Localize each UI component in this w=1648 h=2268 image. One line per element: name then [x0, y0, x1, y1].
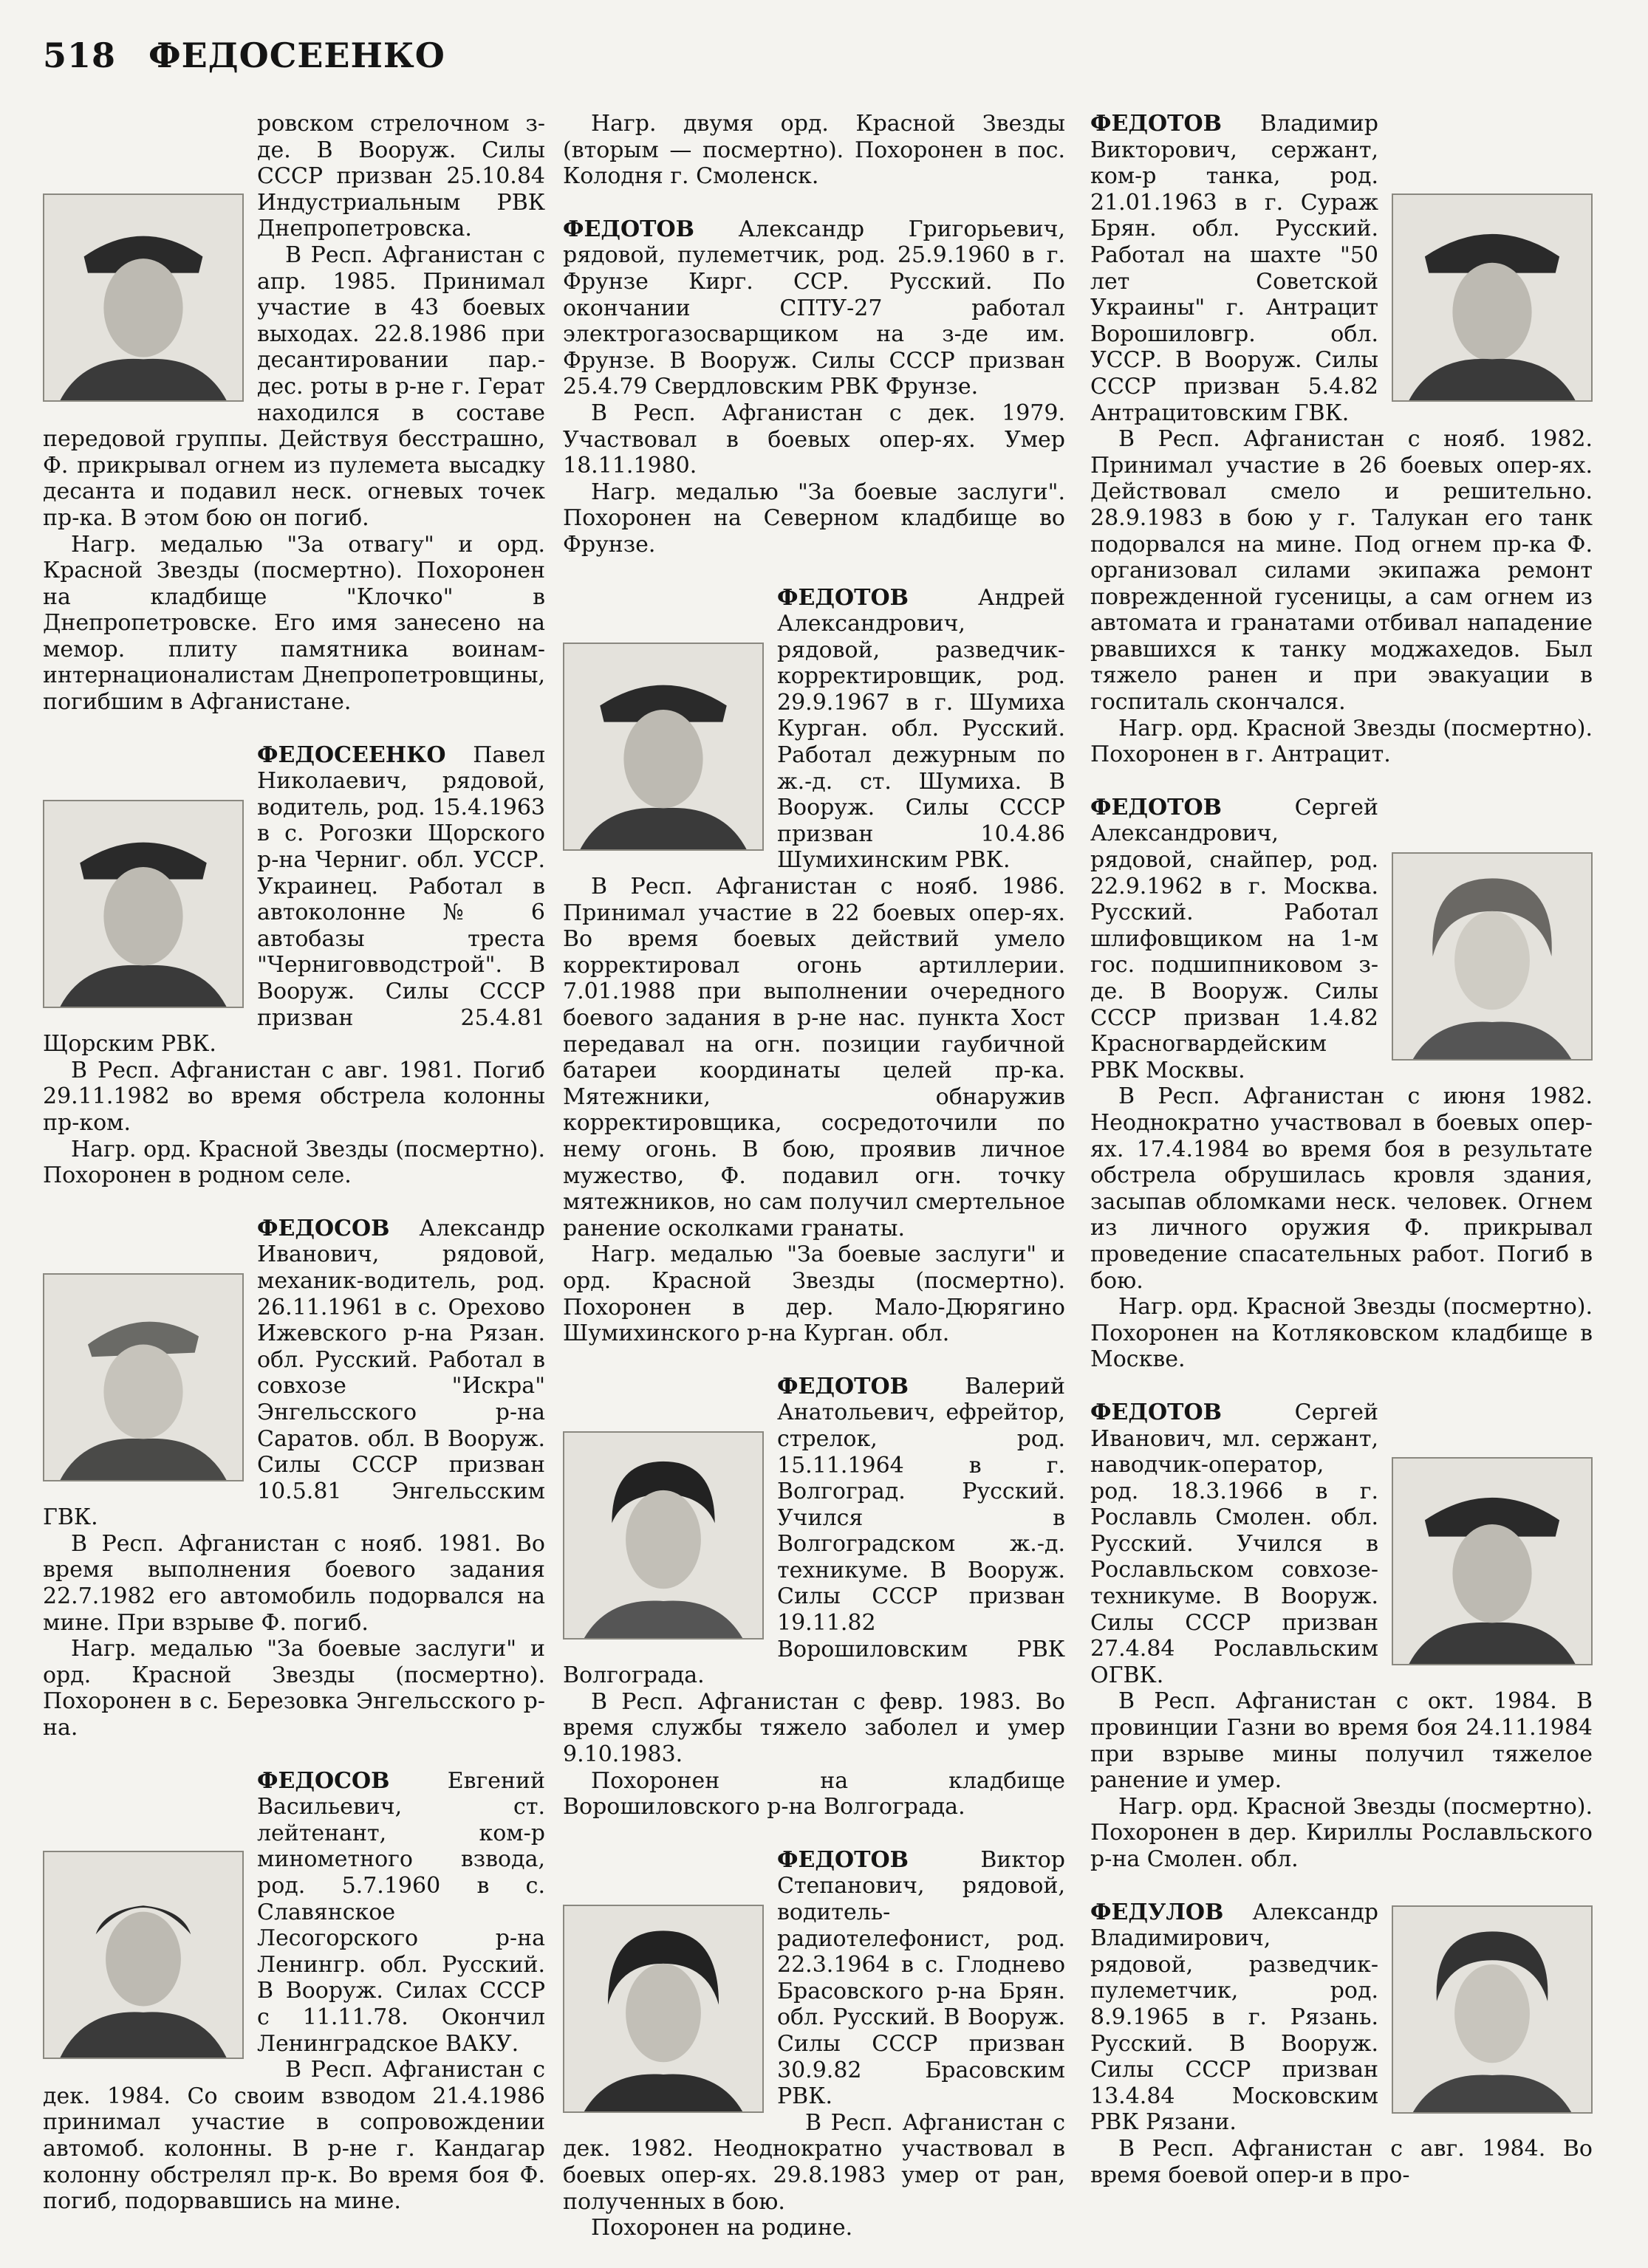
column-3 — [1090, 111, 1593, 2215]
entry-surname: ФЕДОСОВ — [257, 1215, 390, 1241]
entry-surname: ФЕДУЛОВ — [1090, 1899, 1224, 1925]
paragraph: В Респ. Афганистан с июня 1982. Неоднократно участвовал в боевых опер-ях. 17.4.1984 во время боя в результате обстрела обрушилась кровля здания, засыпав обломками неск. человек. Огнем из личного оружия Ф. прикрывал проведение спасательных работ. Погиб в бою. — [1090, 1083, 1593, 1294]
entry-text: Евгений Васильевич, ст. лейтенант, ком-р минометного взвода, род. 5.7.1960 в с. Славянское Лесогорского р-на Ленингр. обл. Русский. В Вооруж. Силах СССР с 11.11.78. Окончил Ленинградское ВАКУ. — [257, 1767, 545, 2057]
paragraph — [563, 216, 1065, 400]
entry-continuation — [43, 111, 545, 716]
paragraph: Нагр. орд. Красной Звезды (посмертно). Похоронен на Котляковском кладбище в Москве. — [1090, 1294, 1593, 1373]
entry-text: Павел Николаевич, рядовой, водитель, род. 15.4.1963 в с. Рогозки Щорского р-на Черниг. обл. УССР. Украинец. Работал в автоколонне № 6 автобазы треста "Черниговводстрой". В Вооруж. Силы СССР призван 25.4.81 Щорским РВК. — [43, 741, 545, 1058]
entry-surname: ФЕДОТОВ — [777, 1846, 909, 1873]
paragraph: Похоронен на родине. — [591, 2215, 853, 2241]
entry-fedotov-sergey-i — [1090, 1399, 1593, 1873]
running-title: ФЕДОСЕЕНКО — [148, 35, 445, 75]
portrait-photo — [43, 800, 244, 1008]
paragraph: ровском стрелочном з-де. В Вооруж. Силы СССР призван 25.10.84 Индустриальным РВК Днепропетровска. — [257, 111, 545, 242]
entry-fedotov-vladimir — [1090, 111, 1593, 768]
entry-text: Владимир Викторович, сержант, ком-р танка, род. 21.01.1963 в г. Сураж Брян. обл. Русский. Работал на шахте "50 лет Советской Украины" г. Антрацит Ворошиловгр. обл. УССР. В Вооруж. Силы СССР призван 5.4.82 Антрацитовским ГВК. — [1090, 111, 1378, 426]
paragraph: Нагр. медалью "За боевые заслуги" и орд. Красной Звезды (посмертно). Похоронен в дер. Мало-Дюрягино Шумихинского р-на Курган. обл. — [563, 1241, 1065, 1347]
entry-surname: ФЕДОТОВ — [777, 1373, 909, 1399]
entry-fedotov-andrey — [563, 585, 1065, 1347]
entry-surname: ФЕДОСЕЕНКО — [257, 741, 446, 768]
paragraph: В Респ. Афганистан с нояб. 1981. Во время выполнения боевого задания 22.7.1982 его автомобиль подорвался на мине. При взрыве Ф. погиб. — [43, 1530, 545, 1636]
paragraph: В Респ. Афганистан с нояб. 1982. Принимал участие в 26 боевых опер-ях. Действовал смело и решительно. 28.9.1983 в бою у г. Талукан его танк подорвался на мине. Под огнем пр-ка Ф. организовал силами экипажа ремонт поврежденной гусеницы, а сам огнем из автомата и гранатами отбивал нападение рвавшихся к танку моджахедов. Был тяжело ранен и при эвакуации в госпиталь скончался. — [1090, 426, 1593, 716]
entry-surname: ФЕДОТОВ — [1090, 794, 1222, 820]
page-header — [43, 35, 445, 75]
portrait-photo — [1392, 852, 1593, 1061]
entry-surname: ФЕДОТОВ — [777, 584, 909, 611]
entry-fedosov-evgeniy — [43, 1768, 545, 2215]
portrait-photo — [43, 1273, 244, 1481]
portrait-photo — [563, 643, 764, 851]
paragraph: Нагр. медалью "За боевые заслуги". Похоронен на Северном кладбище во Фрунзе. — [563, 479, 1065, 558]
portrait-photo — [563, 1905, 764, 2113]
page-number: 518 — [43, 35, 117, 75]
entry-surname: ФЕДОТОВ — [1090, 111, 1222, 137]
portrait-photo — [1392, 1905, 1593, 2114]
paragraph: В Респ. Афганистан с дек. 1982. Неоднократно участвовал в боевых опер-ях. 29.8.1983 умер от ран, полученных в бою. — [563, 2109, 1065, 2215]
paragraph: Нагр. двумя орд. Красной Звезды (вторым — посмертно). Похоронен в пос. Колодня г. Смоленск. — [563, 111, 1065, 190]
paragraph: Нагр. медалью "За боевые заслуги" и орд. Красной Звезды (посмертно). Похоронен в с. Березовка Энгельсского р-на. — [43, 1636, 545, 1741]
paragraph: В Респ. Афганистан с авг. 1981. Погиб 29.11.1982 во время обстрела колонны пр-ком. — [43, 1057, 545, 1136]
entry-text: Сергей Иванович, мл. сержант, наводчик-оператор, род. 18.3.1966 в г. Рославль Смолен. обл. Русский. Учился в Рославльском совхозе-техникуме. В Вооруж. Силы СССР призван 27.4.84 Рославльским ОГВК. — [1090, 1399, 1378, 1688]
entry-fedotov-viktor — [563, 1847, 1065, 2241]
paragraph: В Респ. Афганистан с авг. 1984. Во время боевой опер-и в про- — [1090, 2135, 1593, 2188]
paragraph: Нагр. медалью "За отвагу" и орд. Красной Звезды (посмертно). Похоронен на кладбище "Клочко" в Днепропетровске. Его имя занесено на мемор. плиту памятника воинам-интернационалистам Днепропетровщины, погибшим в Афганистане. — [43, 531, 545, 716]
paragraph: В Респ. Афганистан с окт. 1984. В провинции Газни во время боя 24.11.1984 при взрыве мины получил тяжелое ранение и умер. — [1090, 1688, 1593, 1794]
entry-text: Виктор Степанович, рядовой, водитель-радиотелефонист, род. 22.3.1964 в с. Глоднево Брасовского р-на Брян. обл. Русский. В Вооруж. Силы СССР призван 30.9.82 Брасовским РВК. — [777, 1846, 1065, 2110]
portrait-photo — [43, 193, 244, 402]
paragraph: В Респ. Афганистан с дек. 1979. Участвовал в боевых опер-ях. Умер 18.11.1980. — [563, 400, 1065, 479]
entry-fedotov-sergey-a — [1090, 795, 1593, 1373]
entry-fedotov-valeriy — [563, 1374, 1065, 1820]
entry-text: Сергей Александрович, рядовой, снайпер, род. 22.9.1962 в г. Москва. Русский. Работал шлифовщиком на 1-м гос. подшипниковом з-де. В Вооруж. Силы СССР призван 1.4.82 Красногвардейским РВК Москвы. — [1090, 794, 1378, 1083]
entry-continuation — [563, 111, 1065, 190]
entry-text: Александр Иванович, рядовой, механик-водитель, род. 26.11.1961 в с. Орехово Ижевского р-на Рязан. обл. Русский. Работал в совхозе "Искра" Энгельсского р-на Саратов. обл. В Вооруж. Силы СССР призван 10.5.81 Энгельсским ГВК. — [43, 1215, 545, 1531]
paragraph: Похоронен на кладбище Ворошиловского р-на Волгограда. — [563, 1767, 1065, 1820]
portrait-photo — [1392, 193, 1593, 402]
paragraph: В Респ. Афганистан с апр. 1985. Принимал участие в 43 боевых выходах. 22.8.1986 при десантировании пар.-дес. роты в р-не г. Герат находился в составе передовой группы. Действуя бесстрашно, Ф. прикрывал огнем из пулемета высадку десанта и подавил неск. огневых точек пр-ка. В этом бою он погиб. — [43, 241, 545, 531]
column-1 — [43, 111, 545, 2241]
entry-surname: ФЕДОТОВ — [563, 216, 694, 242]
paragraph: Нагр. орд. Красной Звезды (посмертно). Похоронен в дер. Кириллы Рославльского р-на Смолен. обл. — [1090, 1793, 1593, 1872]
portrait-photo — [43, 1851, 244, 2059]
entry-fedoseenko-pavel — [43, 742, 545, 1189]
entry-text: Андрей Александрович, рядовой, разведчик-корректировщик, род. 29.9.1967 в г. Шумиха Курган. обл. Русский. Работал дежурным по ж.-д. ст. Шумиха. В Вооруж. Силы СССР призван 10.4.86 Шумихинским РВК. — [777, 584, 1065, 874]
entry-text: Валерий Анатольевич, ефрейтор, стрелок, род. 15.11.1964 в г. Волгоград. Русский. Учился в Волгоградском ж.-д. техникуме. В Вооруж. Силы СССР призван 19.11.82 Ворошиловским РВК Волгограда. — [563, 1373, 1065, 1689]
entry-fedotov-aleksandr — [563, 216, 1065, 558]
entry-text: Александр Григорьевич, рядовой, пулеметчик, род. 25.9.1960 в г. Фрунзе Кирг. ССР. Русский. По окончании СПТУ-27 работал электрогазосварщиком на з-де им. Фрунзе. В Вооруж. Силы СССР призван 25.4.79 Свердловским РВК Фрунзе. — [563, 216, 1065, 400]
entry-fedosov-aleksandr — [43, 1216, 545, 1741]
entry-fedulov-aleksandr — [1090, 1899, 1593, 2189]
paragraph: В Респ. Афганистан с нояб. 1986. Принимал участие в 22 боевых опер-ях. Во время боевых действий умело корректировал огонь артиллерии. 7.01.1988 при выполнении очередного боевого задания в р-не нас. пункта Хост передавал на огн. позиции гаубичной батареи координаты целей пр-ка. Мятежники, обнаружив корректировщика, сосредоточили по нему огонь. В бою, проявив личное мужество, Ф. подавил огн. точку мятежников, но сам получил смертельное ранение осколками гранаты. — [563, 874, 1065, 1241]
entry-surname: ФЕДОСОВ — [257, 1767, 390, 1794]
portrait-photo — [563, 1431, 764, 1640]
entry-surname: ФЕДОТОВ — [1090, 1399, 1222, 1425]
column-2 — [563, 111, 1065, 2268]
paragraph: Нагр. орд. Красной Звезды (посмертно). Похоронен в родном селе. — [43, 1136, 545, 1189]
paragraph: В Респ. Афганистан с дек. 1984. Со своим взводом 21.4.1986 принимал участие в сопровождении автомоб. колонны. В р-не г. Кандагар колонну обстрелял пр-к. Во время боя Ф. погиб, подорвавшись на мине. — [43, 2057, 545, 2215]
paragraph: Нагр. орд. Красной Звезды (посмертно). Похоронен в г. Антрацит. — [1090, 715, 1593, 768]
portrait-photo — [1392, 1457, 1593, 1665]
paragraph: В Респ. Афганистан с февр. 1983. Во время службы тяжело заболел и умер 9.10.1983. — [563, 1688, 1065, 1768]
entry-text: Александр Владимирович, рядовой, разведчик-пулеметчик, род. 8.9.1965 в г. Рязань. Русский. В Вооруж. Силы СССР призван 13.4.84 Московским РВК Рязани. — [1090, 1899, 1378, 2136]
